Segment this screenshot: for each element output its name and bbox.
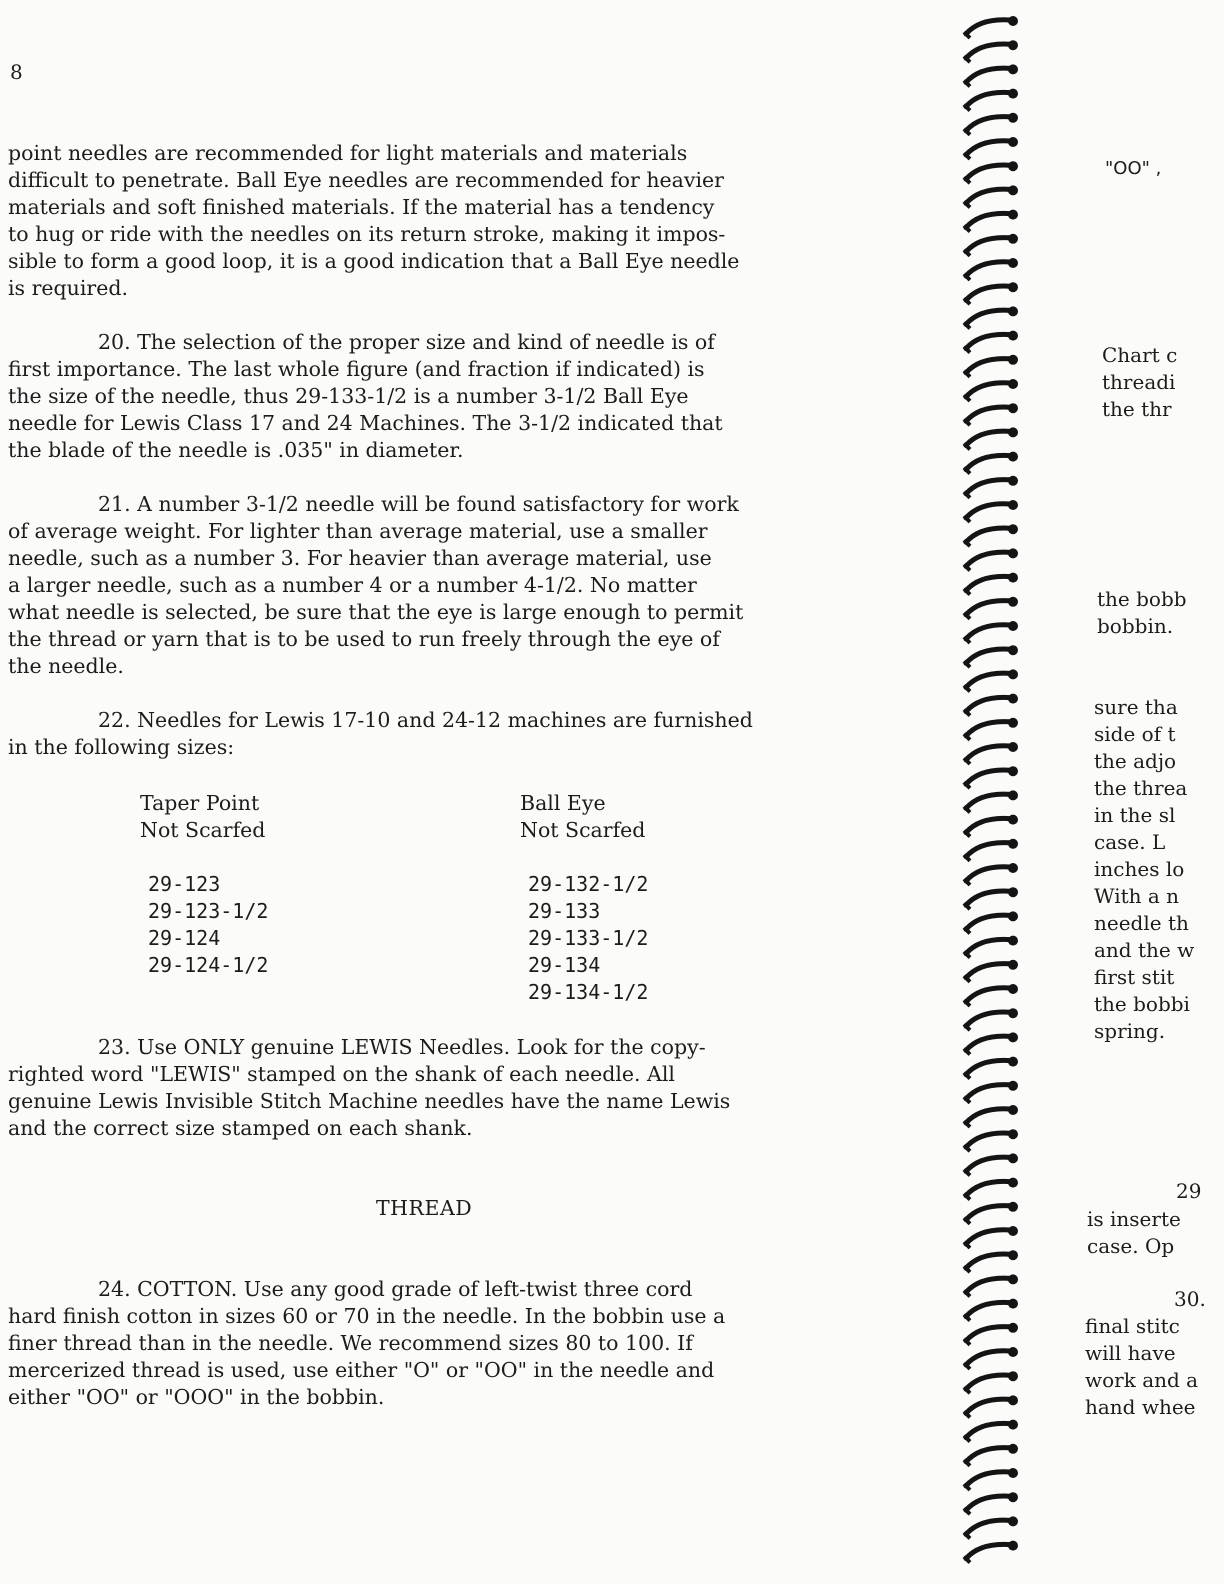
right-fragment-oo: "OO" ,: [1105, 158, 1162, 179]
needle-code: 29-134-1/2: [528, 980, 649, 1004]
spiral-coil: [966, 818, 1010, 832]
spiral-hole: [1008, 1178, 1018, 1188]
needle-code: 29-124: [148, 926, 221, 950]
spiral-hole: [1008, 645, 1018, 655]
spiral-hole: [1008, 1129, 1018, 1139]
text-line: threadi: [1102, 370, 1176, 394]
spiral-coil: [966, 843, 1010, 857]
needle-code: 29-123: [148, 872, 221, 896]
spiral-coil: [966, 746, 1010, 760]
spiral-hole: [1008, 161, 1018, 171]
column-heading: Ball Eye: [520, 791, 606, 815]
text-line: righted word "LEWIS" stamped on the shank of each needle. All: [8, 1062, 675, 1086]
spiral-hole: [1008, 887, 1018, 897]
paragraph-intro: [8, 140, 863, 302]
spiral-hole: [1008, 1032, 1018, 1042]
ball-eye-column: [520, 790, 648, 1006]
spiral-hole: [1008, 379, 1018, 389]
text-line: needle for Lewis Class 17 and 24 Machines. The 3-1/2 indicated that: [8, 411, 723, 435]
section-heading-thread: THREAD: [376, 1196, 473, 1220]
spiral-hole: [1008, 258, 1018, 268]
spiral-hole: [1008, 984, 1018, 994]
spiral-coil: [966, 1302, 1010, 1316]
text-line: sible to form a good loop, it is a good indication that a Ball Eye needle: [8, 249, 740, 273]
spiral-coil: [966, 1278, 1010, 1292]
spiral-coil: [966, 722, 1010, 736]
spiral-hole: [1008, 234, 1018, 244]
spiral-hole: [1008, 113, 1018, 123]
needle-code: 29-134: [528, 953, 601, 977]
text-line: the bobb: [1097, 587, 1187, 611]
spiral-hole: [1008, 742, 1018, 752]
spiral-hole: [1008, 355, 1018, 365]
spiral-hole: [1008, 1492, 1018, 1502]
spiral-coil: [966, 964, 1010, 978]
spiral-hole: [1008, 331, 1018, 341]
spiral-hole: [1008, 137, 1018, 147]
text-line: spring.: [1094, 1019, 1166, 1043]
spiral-hole: [1008, 1008, 1018, 1018]
spiral-hole: [1008, 863, 1018, 873]
spiral-coil: [966, 92, 1010, 106]
right-fragment-29: 29: [1176, 1179, 1202, 1203]
spiral-hole: [1008, 548, 1018, 558]
right-fragment-sure: [1094, 694, 1224, 1045]
page-number: 8: [10, 60, 23, 84]
spiral-hole: [1008, 1420, 1018, 1430]
spiral-coil: [966, 1423, 1010, 1437]
spiral-coil: [966, 625, 1010, 639]
spiral-coil: [966, 915, 1010, 929]
spiral-hole: [1008, 1202, 1018, 1212]
spiral-coil: [966, 1133, 1010, 1147]
spiral-coil: [966, 1327, 1010, 1341]
text-line: the threa: [1094, 776, 1188, 800]
spiral-coil: [966, 1544, 1010, 1558]
spiral-coil: [966, 1181, 1010, 1195]
needle-code: 29-124-1/2: [148, 953, 269, 977]
right-fragment-final: [1085, 1313, 1224, 1421]
text-line: sure tha: [1094, 695, 1178, 719]
spiral-hole: [1008, 16, 1018, 26]
spiral-coil: [966, 1206, 1010, 1220]
spiral-coil: [966, 552, 1010, 566]
right-fragment-chart: [1102, 342, 1224, 423]
spiral-coil: [966, 238, 1010, 252]
text-line: 23. Use ONLY genuine LEWIS Needles. Look for the copy-: [98, 1035, 706, 1059]
spiral-hole: [1008, 790, 1018, 800]
spiral-coil: [966, 1230, 1010, 1244]
text-line: bobbin.: [1097, 614, 1174, 638]
spiral-coil: [966, 770, 1010, 784]
spiral-coil: [966, 1399, 1010, 1413]
spiral-coil: [966, 1109, 1010, 1123]
spiral-coil: [966, 1036, 1010, 1050]
spiral-hole: [1008, 621, 1018, 631]
spiral-coil: [966, 1157, 1010, 1171]
spiral-coil: [966, 1060, 1010, 1074]
column-subheading: Not Scarfed: [140, 818, 266, 842]
taper-point-column: [140, 790, 268, 979]
text-line: 22. Needles for Lewis 17-10 and 24-12 machines are furnished: [98, 708, 753, 732]
spiral-coil: [966, 334, 1010, 348]
spiral-hole: [1008, 1371, 1018, 1381]
text-line: 24. COTTON. Use any good grade of left-twist three cord: [98, 1277, 693, 1301]
spiral-coil: [966, 1520, 1010, 1534]
text-line: the bobbi: [1094, 992, 1190, 1016]
text-line: is required.: [8, 276, 128, 300]
spiral-coil: [966, 1496, 1010, 1510]
spiral-hole: [1008, 1323, 1018, 1333]
spiral-coil: [966, 576, 1010, 590]
text-line: difficult to penetrate. Ball Eye needles are recommended for heavier: [8, 168, 724, 192]
spiral-hole: [1008, 694, 1018, 704]
spiral-coil: [966, 141, 1010, 155]
text-line: either "OO" or "OOO" in the bobbin.: [8, 1385, 385, 1409]
spiral-coil: [966, 1351, 1010, 1365]
spiral-coil: [966, 988, 1010, 1002]
spiral-hole: [1008, 500, 1018, 510]
spiral-hole: [1008, 40, 1018, 50]
spiral-coil: [966, 1012, 1010, 1026]
spiral-coils: [964, 16, 1018, 1563]
text-line: case. L: [1094, 830, 1166, 854]
column-heading: Taper Point: [140, 791, 260, 815]
right-fragment-inserted: [1087, 1206, 1224, 1260]
spiral-hole: [1008, 282, 1018, 292]
spiral-hole: [1008, 960, 1018, 970]
spiral-hole: [1008, 839, 1018, 849]
spiral-coil: [966, 1085, 1010, 1099]
spiral-hole: [1008, 1105, 1018, 1115]
text-line: inches lo: [1094, 857, 1185, 881]
text-line: and the correct size stamped on each shank.: [8, 1116, 473, 1140]
text-line: the blade of the needle is .035" in diameter.: [8, 438, 464, 462]
spiral-coil: [966, 286, 1010, 300]
paragraph-21: [8, 491, 863, 680]
needle-code: 29-133-1/2: [528, 926, 649, 950]
spiral-binding: [950, 0, 1030, 1584]
text-line: needle th: [1094, 911, 1189, 935]
text-line: side of t: [1094, 722, 1176, 746]
spiral-hole: [1008, 1468, 1018, 1478]
spiral-coil: [966, 310, 1010, 324]
spiral-hole: [1008, 669, 1018, 679]
spiral-hole: [1008, 766, 1018, 776]
spiral-coil: [966, 1375, 1010, 1389]
paragraph-24: [8, 1276, 725, 1411]
spiral-hole: [1008, 1347, 1018, 1357]
spiral-coil: [966, 673, 1010, 687]
text-line: 21. A number 3-1/2 needle will be found satisfactory for work: [98, 492, 739, 516]
text-line: mercerized thread is used, use either "O" or "OO" in the needle and: [8, 1358, 715, 1382]
text-line: the thread or yarn that is to be used to run freely through the eye of: [8, 627, 720, 651]
spiral-hole: [1008, 476, 1018, 486]
left-column-text: [8, 140, 863, 761]
needle-code: 29-133: [528, 899, 601, 923]
spiral-coil: [966, 44, 1010, 58]
spiral-hole: [1008, 911, 1018, 921]
text-line: hand whee: [1085, 1395, 1196, 1419]
spiral-hole: [1008, 210, 1018, 220]
text-line: finer thread than in the needle. We recommend sizes 80 to 100. If: [8, 1331, 693, 1355]
spiral-coil: [966, 407, 1010, 421]
text-line: in the following sizes:: [8, 735, 235, 759]
spiral-hole: [1008, 452, 1018, 462]
spiral-coil: [966, 1472, 1010, 1486]
spiral-hole: [1008, 1444, 1018, 1454]
spiral-hole: [1008, 1274, 1018, 1284]
right-fragment-30: 30.: [1174, 1287, 1206, 1311]
spiral-hole: [1008, 936, 1018, 946]
text-line: point needles are recommended for light materials and materials: [8, 141, 688, 165]
spiral-hole: [1008, 306, 1018, 316]
text-line: first stit: [1094, 965, 1175, 989]
spiral-coil: [966, 455, 1010, 469]
spiral-coil: [966, 480, 1010, 494]
spiral-hole: [1008, 1516, 1018, 1526]
text-line: hard finish cotton in sizes 60 or 70 in the needle. In the bobbin use a: [8, 1304, 726, 1328]
spiral-coil: [966, 867, 1010, 881]
needle-code: 29-132-1/2: [528, 872, 649, 896]
text-line: is inserte: [1087, 1207, 1181, 1231]
text-line: a larger needle, such as a number 4 or a number 4-1/2. No matter: [8, 573, 697, 597]
spiral-hole: [1008, 597, 1018, 607]
spiral-coil: [966, 431, 1010, 445]
spiral-coil: [966, 794, 1010, 808]
text-line: genuine Lewis Invisible Stitch Machine needles have the name Lewis: [8, 1089, 731, 1113]
text-line: the thr: [1102, 397, 1172, 421]
text-line: final stitc: [1085, 1314, 1180, 1338]
spiral-coil: [966, 504, 1010, 518]
text-line: work and a: [1085, 1368, 1199, 1392]
paragraph-23: [8, 1034, 863, 1142]
spiral-coil: [966, 601, 1010, 615]
text-line: the size of the needle, thus 29-133-1/2 is a number 3-1/2 Ball Eye: [8, 384, 689, 408]
spiral-hole: [1008, 1057, 1018, 1067]
spiral-hole: [1008, 427, 1018, 437]
spiral-hole: [1008, 573, 1018, 583]
text-line: case. Op: [1087, 1234, 1175, 1258]
spiral-hole: [1008, 64, 1018, 74]
text-line: With a n: [1094, 884, 1180, 908]
spiral-hole: [1008, 1153, 1018, 1163]
paragraph-20: [8, 329, 863, 464]
spiral-coil: [966, 528, 1010, 542]
needle-code: 29-123-1/2: [148, 899, 269, 923]
text-line: needle, such as a number 3. For heavier than average material, use: [8, 546, 712, 570]
spiral-coil: [966, 213, 1010, 227]
spiral-coil: [966, 939, 1010, 953]
spiral-hole: [1008, 718, 1018, 728]
spiral-coil: [966, 383, 1010, 397]
spiral-hole: [1008, 1226, 1018, 1236]
right-fragment-bobbin: [1097, 586, 1224, 640]
text-line: Chart c: [1102, 343, 1178, 367]
text-line: will have: [1085, 1341, 1176, 1365]
text-line: in the sl: [1094, 803, 1176, 827]
text-line: and the w: [1094, 938, 1195, 962]
spiral-hole: [1008, 1395, 1018, 1405]
spiral-coil: [966, 68, 1010, 82]
spiral-hole: [1008, 1541, 1018, 1551]
spiral-coil: [966, 189, 1010, 203]
spiral-coil: [966, 1254, 1010, 1268]
paragraph-22: [8, 707, 863, 761]
spiral-coil: [966, 20, 1010, 34]
spiral-coil: [966, 262, 1010, 276]
spiral-hole: [1008, 524, 1018, 534]
spiral-coil: [966, 165, 1010, 179]
spiral-coil: [966, 117, 1010, 131]
text-line: to hug or ride with the needles on its return stroke, making it impos-: [8, 222, 726, 246]
text-line: 20. The selection of the proper size and kind of needle is of: [98, 330, 715, 354]
spiral-coil: [966, 891, 1010, 905]
spiral-hole: [1008, 89, 1018, 99]
text-line: the adjo: [1094, 749, 1177, 773]
spiral-hole: [1008, 185, 1018, 195]
spiral-hole: [1008, 1299, 1018, 1309]
spiral-hole: [1008, 1081, 1018, 1091]
text-line: what needle is selected, be sure that the eye is large enough to permit: [8, 600, 744, 624]
text-line: materials and soft finished materials. If the material has a tendency: [8, 195, 715, 219]
spiral-coil: [966, 1448, 1010, 1462]
column-subheading: Not Scarfed: [520, 818, 646, 842]
text-line: first importance. The last whole figure (and fraction if indicated) is: [8, 357, 705, 381]
spiral-hole: [1008, 403, 1018, 413]
spiral-coil: [966, 697, 1010, 711]
spiral-coil: [966, 649, 1010, 663]
text-line: the needle.: [8, 654, 124, 678]
spiral-hole: [1008, 815, 1018, 825]
spiral-hole: [1008, 1250, 1018, 1260]
text-line: of average weight. For lighter than average material, use a smaller: [8, 519, 708, 543]
spiral-coil: [966, 359, 1010, 373]
